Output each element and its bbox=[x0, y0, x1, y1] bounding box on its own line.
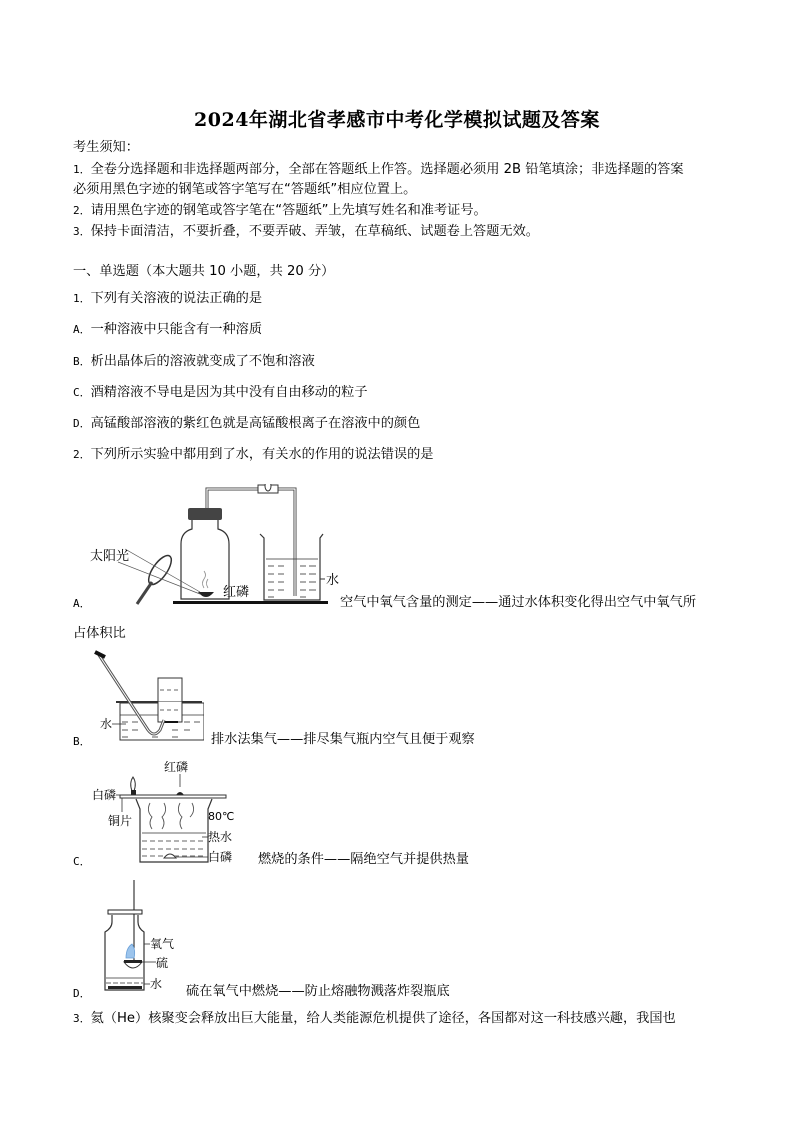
question-2-option-c-text: 燃烧的条件——隔绝空气并提供热量 bbox=[258, 852, 469, 867]
notice-item-3 bbox=[73, 224, 539, 240]
figure-combustion-conditions bbox=[92, 757, 242, 869]
label-water: 水 bbox=[150, 977, 163, 991]
option-label: A． bbox=[73, 597, 91, 610]
notice-item-1-cont: 必须用黑色字迹的钢笔或答字笔写在“答题纸”相应位置上。 bbox=[73, 182, 417, 197]
option-text: 酒精溶液不导电是因为其中没有自由移动的粒子 bbox=[90, 385, 368, 400]
question-2-stem bbox=[73, 447, 434, 463]
question-text: 下列有关溶液的说法正确的是 bbox=[90, 291, 263, 306]
figure-water-displacement-collection bbox=[92, 650, 204, 742]
option-text: 高锰酸部溶液的紫红色就是高锰酸根离子在溶液中的颜色 bbox=[90, 416, 421, 431]
notice-item-text: 全卷分选择题和非选择题两部分，全部在答题纸上作答。选择题必须用 2B 铅笔填涂；非选择题的答案 bbox=[90, 162, 684, 177]
question-text: 氦（He）核聚变会释放出巨大能量，给人类能源危机提供了途径，各国都对这一科技感兴趣，我国也 bbox=[90, 1011, 676, 1026]
figure-oxygen-content-apparatus bbox=[80, 484, 340, 609]
notice-item-text: 请用黑色字迹的钢笔或答字笔在“答题纸”上先填写姓名和准考证号。 bbox=[90, 203, 487, 218]
option-label: C． bbox=[73, 386, 91, 399]
label-white-phosphorus-top: 白磷 bbox=[92, 788, 117, 802]
label-water: 水 bbox=[100, 717, 113, 731]
question-2-option-b-text: 排水法集气——排尽集气瓶内空气且便于观察 bbox=[211, 732, 475, 747]
question-2-option-a bbox=[73, 596, 91, 612]
question-2-option-a-text-cont: 占体积比 bbox=[73, 626, 126, 641]
section-heading: 一、单选题（本大题共 10 小题，共 20 分） bbox=[73, 264, 335, 279]
question-num: 1． bbox=[73, 292, 91, 305]
option-label: B． bbox=[73, 735, 91, 748]
question-1-option-d bbox=[73, 416, 420, 432]
question-2-option-d-text: 硫在氧气中燃烧——防止熔融物溅落炸裂瓶底 bbox=[186, 984, 450, 999]
notice-heading: 考生须知： bbox=[73, 140, 139, 155]
notice-item-num: 1． bbox=[73, 163, 91, 176]
question-2-option-c bbox=[73, 854, 91, 870]
question-1-option-b bbox=[73, 354, 315, 370]
question-1-stem bbox=[73, 291, 262, 307]
option-label: A． bbox=[73, 323, 91, 336]
figure-sulfur-combustion bbox=[100, 880, 190, 998]
option-label: D． bbox=[73, 417, 91, 430]
question-2-option-d bbox=[73, 986, 91, 1002]
notice-item-text: 保持卡面清洁，不要折叠，不要弄破、弄皱，在草稿纸、试题卷上答题无效。 bbox=[90, 224, 539, 239]
question-num: 2． bbox=[73, 448, 91, 461]
question-2-option-a-text: 空气中氧气含量的测定——通过水体积变化得出空气中氧气所 bbox=[340, 595, 697, 610]
option-text: 一种溶液中只能含有一种溶质 bbox=[90, 322, 263, 337]
label-copper-sheet: 铜片 bbox=[108, 814, 133, 828]
label-hot-water: 热水 bbox=[208, 830, 233, 844]
notice-item-1 bbox=[73, 162, 684, 178]
page-title: 2024年湖北省孝感市中考化学模拟试题及答案 bbox=[194, 109, 600, 131]
label-red-phosphorus: 红磷 bbox=[223, 585, 250, 600]
label-temperature: 80℃ bbox=[208, 810, 235, 823]
question-text: 下列所示实验中都用到了水，有关水的作用的说法错误的是 bbox=[90, 447, 434, 462]
label-water: 水 bbox=[326, 573, 340, 588]
question-1-option-c bbox=[73, 385, 368, 401]
label-white-phosphorus-bottom: 白磷 bbox=[208, 850, 233, 864]
option-text: 析出晶体后的溶液就变成了不饱和溶液 bbox=[90, 354, 315, 369]
question-num: 3． bbox=[73, 1012, 91, 1025]
question-2-option-b bbox=[73, 734, 91, 750]
option-label: D． bbox=[73, 987, 91, 1000]
label-oxygen: 氧气 bbox=[150, 937, 175, 951]
label-sulfur: 硫 bbox=[156, 956, 169, 970]
label-sunlight: 太阳光 bbox=[90, 549, 130, 564]
notice-item-num: 3． bbox=[73, 225, 91, 238]
question-1-option-a bbox=[73, 322, 262, 338]
question-3-stem bbox=[73, 1011, 676, 1027]
option-label: B． bbox=[73, 355, 91, 368]
notice-item-num: 2． bbox=[73, 204, 91, 217]
label-red-phosphorus: 红磷 bbox=[164, 760, 189, 774]
option-label: C． bbox=[73, 855, 91, 868]
notice-item-2 bbox=[73, 203, 487, 219]
